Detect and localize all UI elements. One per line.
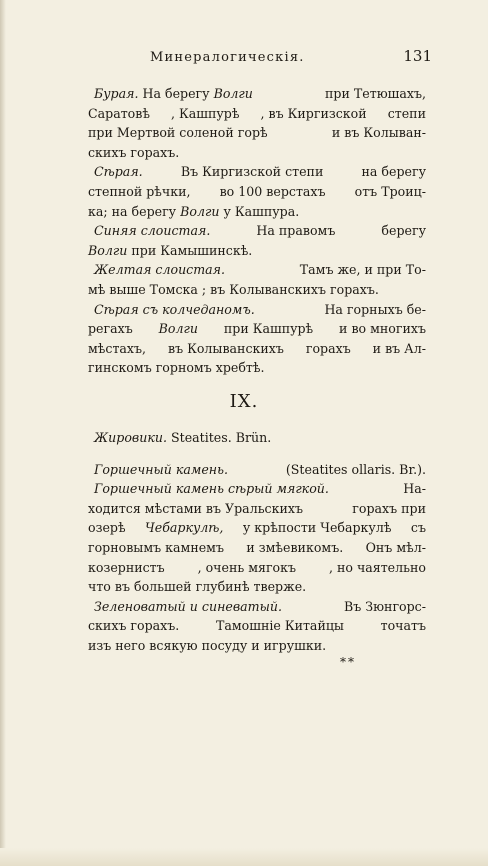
text-line (88, 479, 426, 499)
term: Волги (88, 242, 128, 258)
text-line (88, 538, 426, 558)
text-span: у Кашпура. (223, 203, 300, 219)
text-block-2 (88, 428, 426, 656)
text-span: гинскомъ горномъ хребтѣ. (88, 360, 265, 376)
text-span: берегу (381, 223, 426, 239)
text-block-1 (88, 84, 426, 378)
text-line (88, 499, 426, 519)
page-edge (0, 0, 6, 866)
text-span: озерѣ (88, 520, 126, 536)
text-line (88, 558, 426, 578)
term: Горшечный камень. (94, 461, 228, 477)
text-line (88, 339, 426, 359)
text-span: Въ Киргизской степи (180, 164, 324, 180)
text-line (88, 260, 426, 280)
text-span: мѣстахъ, (88, 340, 147, 356)
text-span: горахъ при (352, 500, 426, 516)
section-heading (88, 428, 426, 448)
text-span: что въ большей глубинѣ тверже. (88, 579, 307, 595)
text-span: отъ Троиц- (354, 183, 426, 199)
text-span: съ (410, 520, 426, 536)
text-span: степи (387, 105, 426, 121)
term: Жировики. (94, 430, 167, 445)
text-line (88, 597, 426, 617)
text-span: мѣ выше Томска ; въ Колыванскихъ горахъ. (88, 281, 379, 297)
text-line (88, 162, 426, 182)
term: Сѣрая. (94, 164, 143, 180)
term: Волги (180, 203, 220, 219)
text-line (88, 636, 426, 656)
text-span: степной рѣчки, (88, 183, 191, 199)
text-span: Steatites. Brün. (171, 430, 272, 445)
text-span: , въ Киргизской (260, 105, 367, 121)
text-span: при Кашпурѣ (223, 321, 314, 337)
text-span: На- (403, 481, 426, 497)
text-span: , Кашпурѣ (171, 105, 240, 121)
term: Сѣрая съ колчеданомъ. (94, 301, 255, 317)
text-span: ходится мѣстами въ Уральскихъ (88, 500, 303, 516)
term: Чебаркулѣ, (145, 520, 224, 536)
text-line (88, 221, 426, 241)
text-span: козернистъ (88, 559, 165, 575)
text-span: регахъ (88, 321, 133, 337)
text-span: горахъ (305, 340, 351, 356)
text-span: горновымъ камнемъ (88, 539, 224, 555)
text-span: На берегу (142, 86, 210, 101)
text-span: Онъ мѣл- (365, 539, 426, 555)
text-span: при Мертвой соленой горѣ (88, 125, 268, 141)
text-line (88, 123, 426, 143)
text-line (88, 143, 426, 163)
term: Бурая. (94, 86, 139, 101)
text-line (88, 300, 426, 320)
text-span: у крѣпости Чебаркулѣ (242, 520, 392, 536)
header-title: Минералогическія. (150, 50, 305, 65)
text-span: и въ Колыван- (331, 125, 426, 141)
term: Волги (213, 86, 253, 101)
text-span: На горныхъ бе- (324, 301, 426, 317)
text-span: скихъ горахъ. (88, 144, 180, 160)
footer-mark: ** (340, 655, 356, 669)
text-span: точатъ (380, 618, 426, 634)
text-line (88, 84, 426, 104)
text-line (88, 577, 426, 597)
text-line (88, 241, 426, 261)
text-line (88, 104, 426, 124)
text-span: при Камышинскѣ. (131, 242, 253, 258)
section-number: IX. (229, 391, 259, 412)
term: Желтая слоистая. (94, 262, 226, 278)
text-span: Тамошніе Китайцы (215, 618, 344, 634)
text-span: , очень мягокъ (197, 559, 297, 575)
text-span: и въ Ал- (372, 340, 426, 356)
term: Горшечный камень сѣрый мягкой. (94, 481, 329, 497)
text-span: и во многихъ (339, 321, 426, 337)
text-line (88, 518, 426, 538)
text-span: и змѣевикомъ. (246, 539, 344, 555)
term: Синяя слоистая. (94, 223, 211, 239)
text-span: , но чаятельно (328, 559, 426, 575)
text-line (88, 182, 426, 202)
term: Волги (158, 321, 198, 337)
text-line (88, 358, 426, 378)
bottom-edge (0, 848, 488, 866)
text-line (88, 202, 426, 222)
text-line (88, 280, 426, 300)
text-span: на берегу (361, 164, 426, 180)
text-span: при Тетюшахъ, (325, 86, 426, 101)
page-number: 131 (403, 47, 432, 65)
text-span: изъ него всякую посуду и игрушки. (88, 637, 327, 653)
text-span: (Steatites ollaris. Br.). (285, 461, 426, 477)
text-line (88, 319, 426, 339)
text-span: въ Колыванскихъ (168, 340, 284, 356)
text-span: во 100 верстахъ (219, 183, 326, 199)
term: Зеленоватый и синеватый. (94, 598, 282, 614)
text-span: Въ Зюнгорс- (343, 598, 426, 614)
text-line (88, 616, 426, 636)
text-span: Саратовѣ (88, 105, 150, 121)
text-span: Тамъ же, и при То- (299, 262, 426, 278)
text-span: На правомъ (256, 223, 336, 239)
text-span: ка; на берегу (88, 203, 177, 219)
text-line (88, 460, 426, 480)
text-span: скихъ горахъ. (88, 618, 180, 634)
running-header (150, 47, 432, 65)
